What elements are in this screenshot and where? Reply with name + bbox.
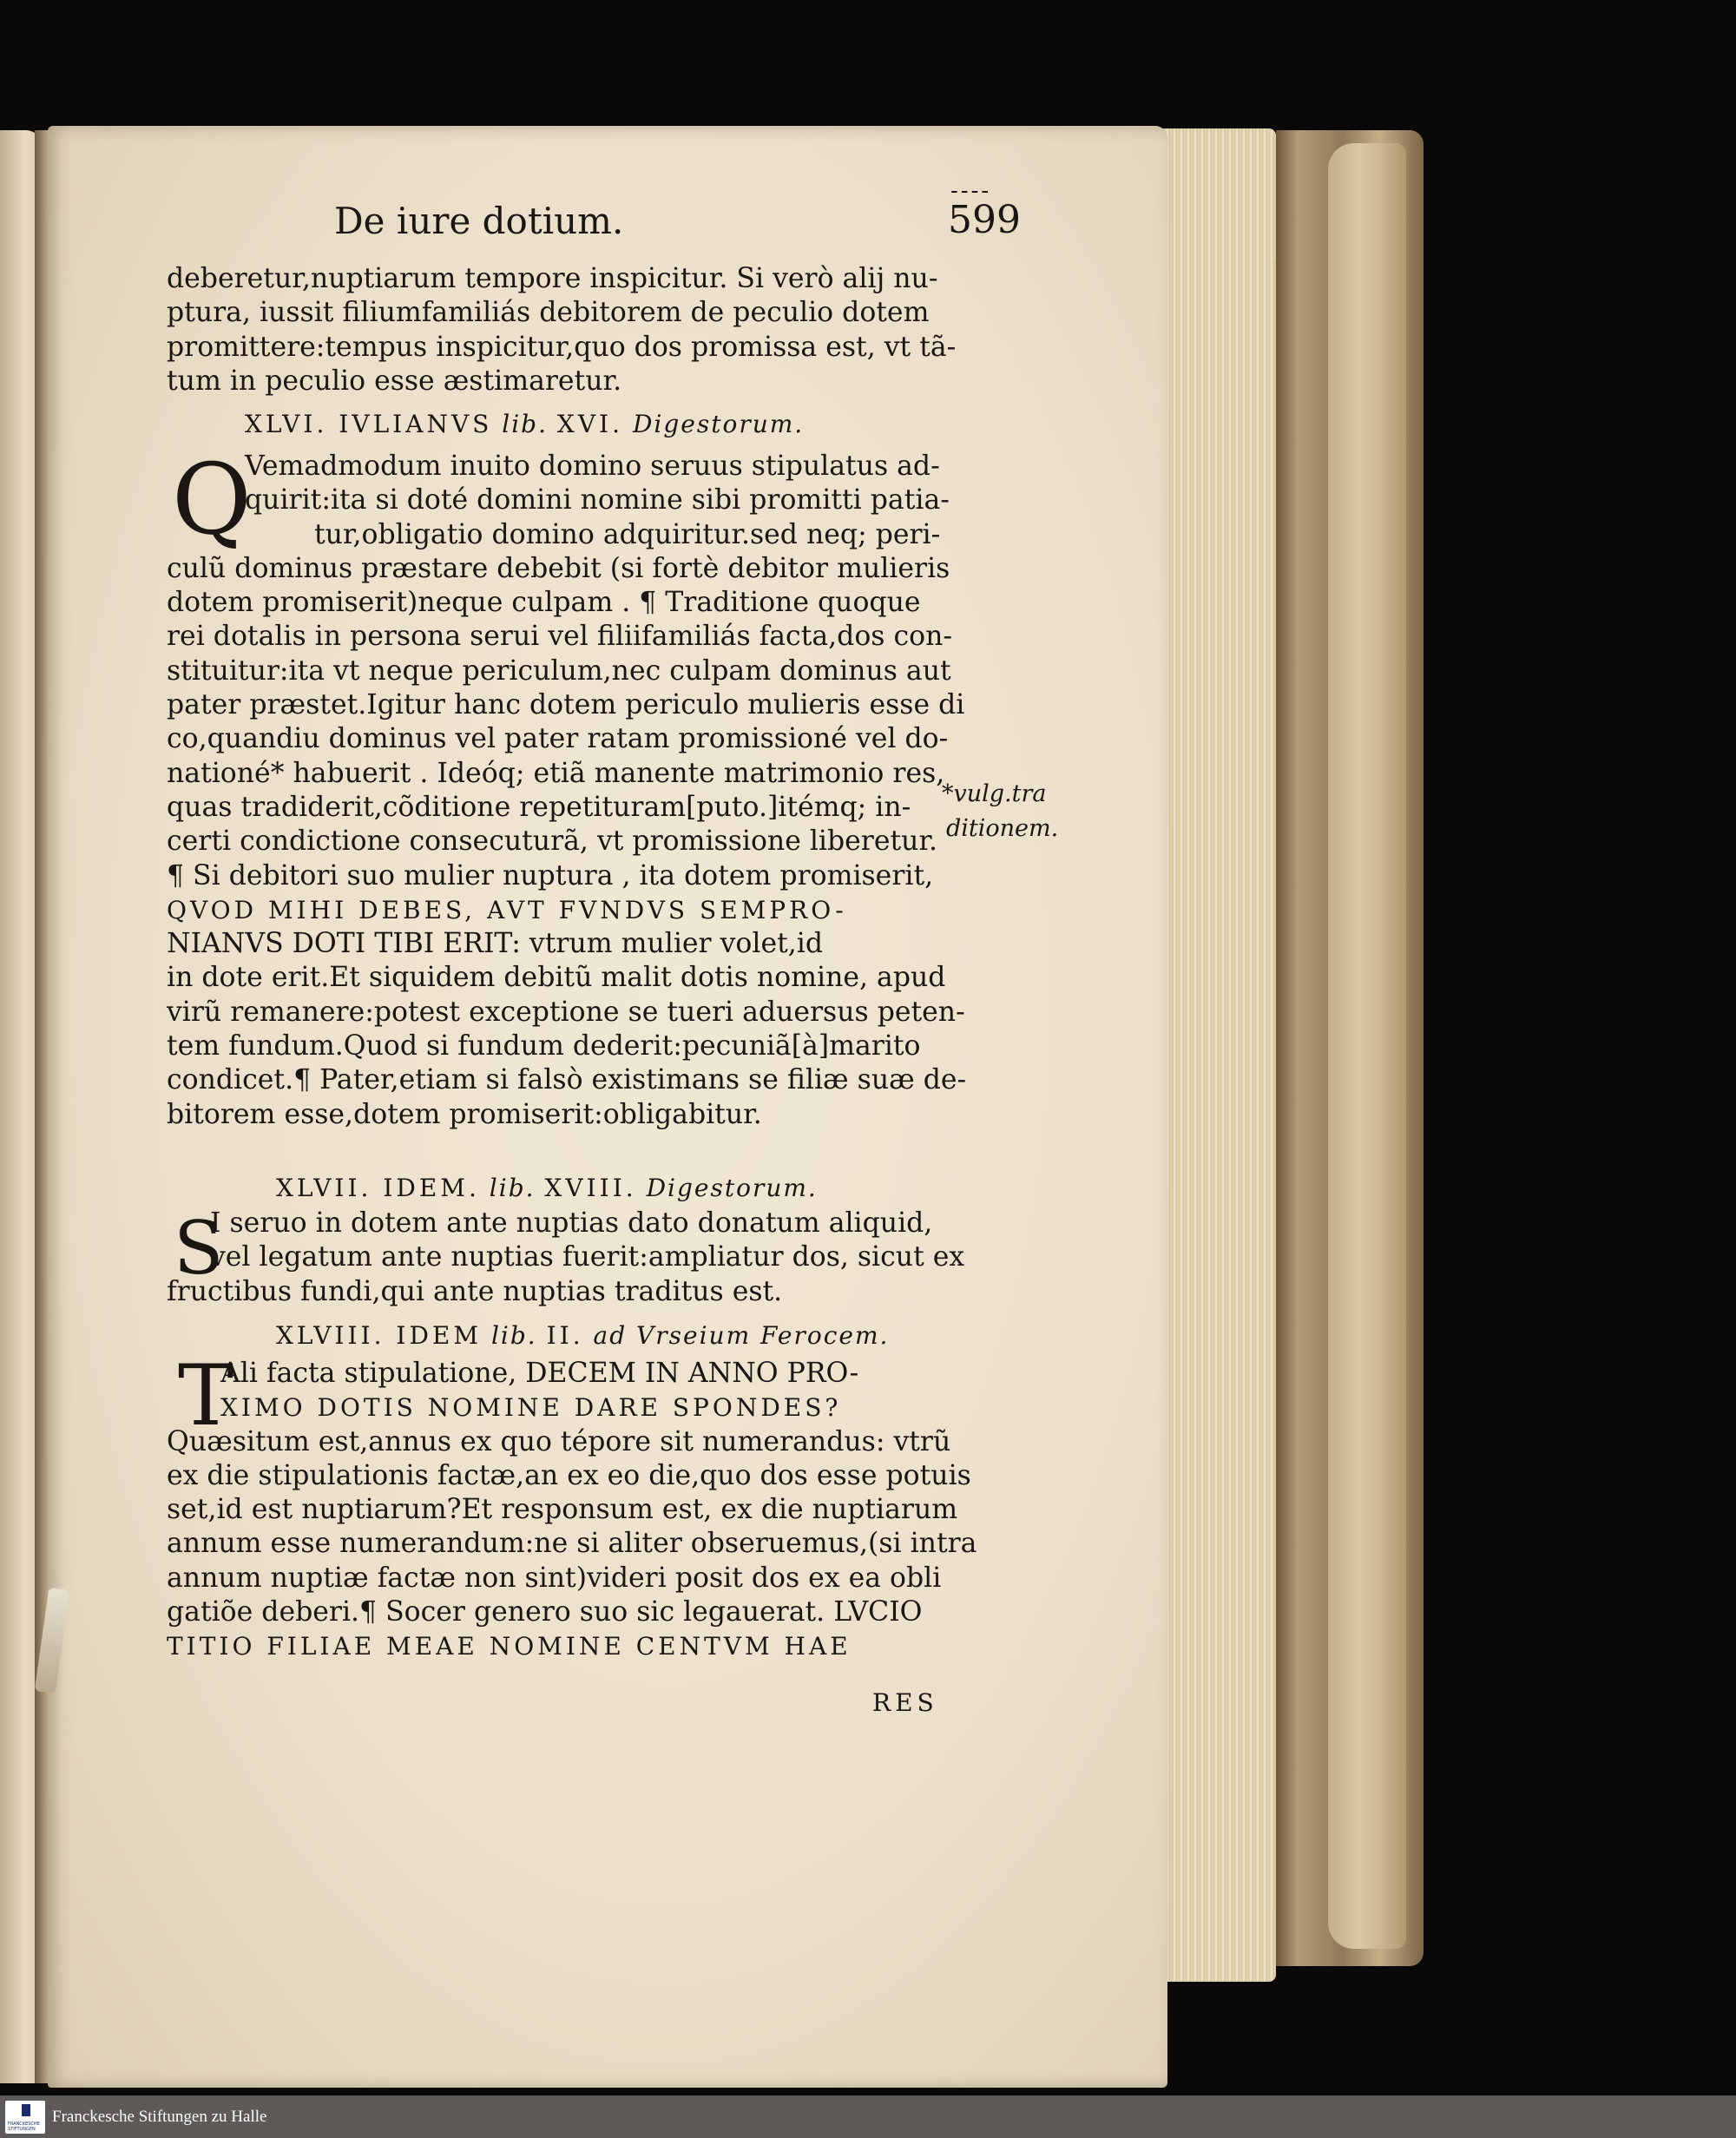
text-line: Ali facta stipulatione, DECEM IN ANNO PRO-	[220, 1358, 859, 1389]
text-line: co,quandiu dominus vel pater ratam promissioné vel do-	[167, 723, 949, 755]
section-heading-46	[245, 410, 804, 438]
text-line: Quæsitum est,annus ex quo tépore sit numerandus: vtrũ	[167, 1425, 951, 1457]
text-line: annum nuptiæ factæ non sint)videri posit dos ex ea obli	[167, 1562, 942, 1594]
text-line: nationé* habuerit . Ideóq; etiã manente matrimonio res,	[167, 757, 945, 789]
text-line: Vemadmodum inuito domino seruus stipulatus ad-	[245, 451, 940, 482]
text-line: fructibus fundi,qui ante nuptias traditus est.	[167, 1275, 783, 1307]
paragraph-3	[167, 1207, 964, 1309]
heading-source: Digestorum.	[646, 1174, 818, 1202]
text-line: rei dotalis in persona serui vel filiifamiliás facta,dos con-	[167, 621, 952, 653]
initial-letter-t: T	[178, 1347, 234, 1444]
text-line: ex die stipulationis factæ,an ex eo die,quo dos esse potuis	[167, 1459, 971, 1491]
running-head: De iure dotium.	[334, 200, 624, 242]
heading-book: lib.	[489, 1174, 536, 1202]
paragraph-2	[167, 444, 967, 1132]
text-line: NIANVS DOTI TIBI ERIT: vtrum mulier volet,id	[167, 928, 824, 960]
heading-prefix: XLVII. IDEM.	[276, 1174, 480, 1202]
text-line: XIMO DOTIS NOMINE DARE SPONDES?	[220, 1393, 842, 1423]
text-line: TITIO FILIAE MEAE NOMINE CENTVM HAE	[167, 1632, 852, 1661]
logo-text: FRANCKESCHE STIFTUNGEN	[8, 2122, 40, 2132]
initial-letter-q: Q	[172, 444, 252, 556]
catchword: RES	[872, 1688, 938, 1717]
heading-prefix: XLVI. IVLIANVS	[245, 410, 493, 438]
marginal-note	[942, 777, 1058, 846]
heading-source: ad Vrseium Ferocem.	[593, 1321, 890, 1350]
text-line: tum in peculio esse æstimaretur.	[167, 365, 622, 397]
marginal-line: ditionem.	[946, 815, 1059, 842]
heading-book: lib.	[490, 1321, 537, 1350]
text-line: culũ dominus præstare debebit (si fortè debitor mulieris	[167, 552, 950, 584]
heading-number: XVIII.	[544, 1174, 637, 1202]
heading-prefix: XLVIII. IDEM	[276, 1321, 483, 1350]
section-heading-48	[276, 1321, 889, 1350]
initial-letter-s: S	[174, 1206, 224, 1291]
page-stack-edges	[1163, 128, 1276, 1982]
cover-flap	[1328, 143, 1406, 1949]
text-line: stituitur:ita vt neque periculum,nec culpam dominus aut	[167, 655, 951, 687]
text-line: I seruo in dotem ante nuptias dato donatum aliquid,	[210, 1207, 933, 1239]
text-line: deberetur,nuptiarum tempore inspicitur. Si verò alij nu-	[167, 263, 938, 294]
section-heading-47	[276, 1174, 818, 1202]
text-line: promittere:tempus inspicitur,quo dos promissa est, vt tã-	[167, 331, 957, 363]
text-line: certi condictione consecuturã, vt promissione liberetur.	[167, 826, 938, 858]
text-line: ptura, iussit filiumfamiliás debitorem de peculio dotem	[167, 297, 930, 329]
text-line: quas tradiderit,cõditione repetituram[puto.]itémq; in-	[167, 791, 911, 823]
paragraph-4	[167, 1357, 976, 1664]
text-line: gatiõe deberi.¶ Socer genero suo sic legauerat. LVCIO	[167, 1596, 923, 1628]
text-line: dotem promiserit)neque culpam . ¶ Traditione quoque	[167, 587, 921, 619]
text-line: quirit:ita si doté domini nomine sibi promitti patia-	[245, 484, 950, 516]
text-line: vel legatum ante nuptias fuerit:ampliatur dos, sicut ex	[210, 1241, 965, 1273]
institution-name: Franckesche Stiftungen zu Halle	[52, 2108, 267, 2126]
text-line: set,id est nuptiarum?Et responsum est, ex die nuptiarum	[167, 1494, 958, 1526]
text-line: in dote erit.Et siquidem debitũ malit dotis nomine, apud	[167, 962, 946, 994]
heading-number: XVI.	[556, 410, 624, 438]
text-line: ¶ Si debitori suo mulier nuptura , ita dotem promiserit,	[167, 859, 934, 891]
text-line: bitorem esse,dotem promiserit:obligabitur.	[167, 1098, 762, 1130]
heading-book: lib.	[502, 410, 548, 438]
text-line: QVOD MIHI DEBES, AVT FVNDVS SEMPRO-	[167, 895, 847, 924]
text-line: condicet.¶ Pater,etiam si falsò existimans se filiæ suæ de-	[167, 1064, 967, 1096]
orphanage-building-icon	[22, 2104, 30, 2116]
page-number-mark: ----	[950, 178, 992, 204]
text-line: tem fundum.Quod si fundum dederit:pecuniã[à]marito	[167, 1030, 921, 1062]
paragraph-1	[167, 262, 956, 398]
text-line: tur,obligatio domino adquiritur.sed neq; peri-	[314, 518, 941, 550]
text-line: annum esse numerandum:ne si aliter obseruemus,(si intra	[167, 1528, 977, 1560]
heading-source: Digestorum.	[632, 410, 805, 438]
text-line: pater præstet.Igitur hanc dotem periculo mulieris esse di	[167, 689, 965, 721]
institution-logo	[5, 2101, 45, 2134]
page-number: 599	[948, 198, 1021, 242]
text-line: virũ remanere:potest exceptione se tueri aduersus peten-	[167, 996, 965, 1028]
marginal-line: *vulg.tra	[942, 780, 1047, 807]
heading-number: II.	[546, 1321, 584, 1350]
